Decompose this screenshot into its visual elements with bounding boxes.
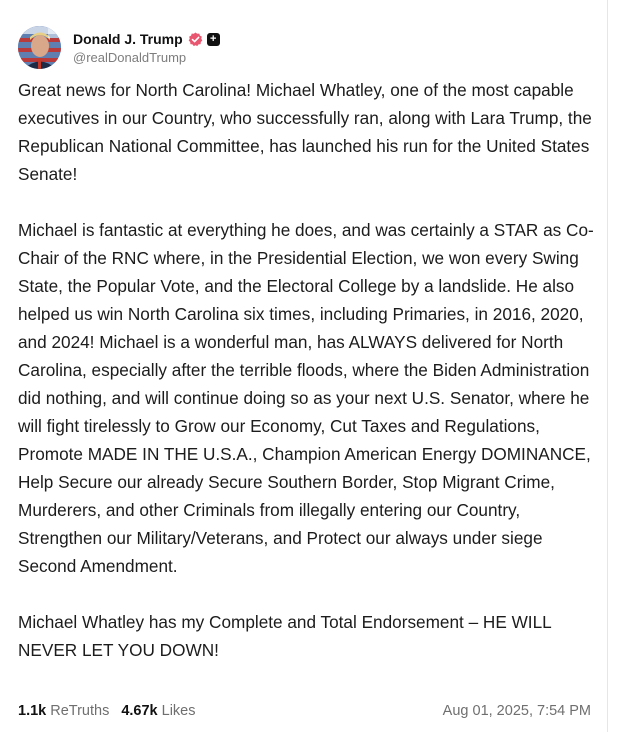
likes-label: Likes: [161, 703, 196, 719]
post-paragraph-1: Great news for North Carolina! Michael Whatley, one of the most capable executives in our Country, who successfully ran, along with Lara Trump, the Republican National Committee, has launched his run for the United States Senate!: [18, 80, 592, 184]
likes-count: 4.67k: [121, 703, 158, 719]
retruths-label: ReTruths: [50, 703, 110, 719]
plus-badge-icon: +: [207, 33, 220, 46]
post-header: [18, 24, 607, 70]
avatar[interactable]: [18, 26, 61, 69]
likes-stat[interactable]: [121, 703, 195, 719]
verified-badge-icon: [188, 32, 203, 47]
retruths-stat[interactable]: [18, 703, 109, 719]
name-row: [73, 29, 220, 49]
post-footer: [18, 703, 591, 719]
post-paragraph-2: Michael is fantastic at everything he does, and was certainly a STAR as Co-Chair of the RNC where, in the Presidential Election, we won every Swing State, the Popular Vote, and the Electoral College by a landslide. He also helped us win North Carolina six times, including Primaries, in 2016, 2020, and 2024! Michael is a wonderful man, has ALWAYS delivered for North Carolina, especially after the terrible floods, where the Biden Administration did nothing, and will continue doing so as your next U.S. Senator, where he will fight tirelessly to Grow our Economy, Cut Taxes and Regulations, Promote MADE IN THE U.S.A., Champion American Energy DOMINANCE, Help Secure our already Secure Southern Border, Stop Migrant Crime, Murderers, and other Criminals from illegally entering our Country, Strengthen our Military/Veterans, and Protect our always under siege Second Amendment.: [18, 220, 594, 576]
post-paragraph-3: Michael Whatley has my Complete and Total Endorsement – HE WILL NEVER LET YOU DOWN!: [18, 612, 552, 660]
retruths-count: 1.1k: [18, 703, 47, 719]
author-names: [73, 29, 220, 65]
post-timestamp[interactable]: Aug 01, 2025, 7:54 PM: [442, 703, 591, 719]
avatar-image: [18, 26, 61, 69]
author-handle[interactable]: @realDonaldTrump: [73, 50, 187, 65]
display-name[interactable]: Donald J. Trump: [73, 31, 183, 47]
post-body: [18, 76, 598, 664]
